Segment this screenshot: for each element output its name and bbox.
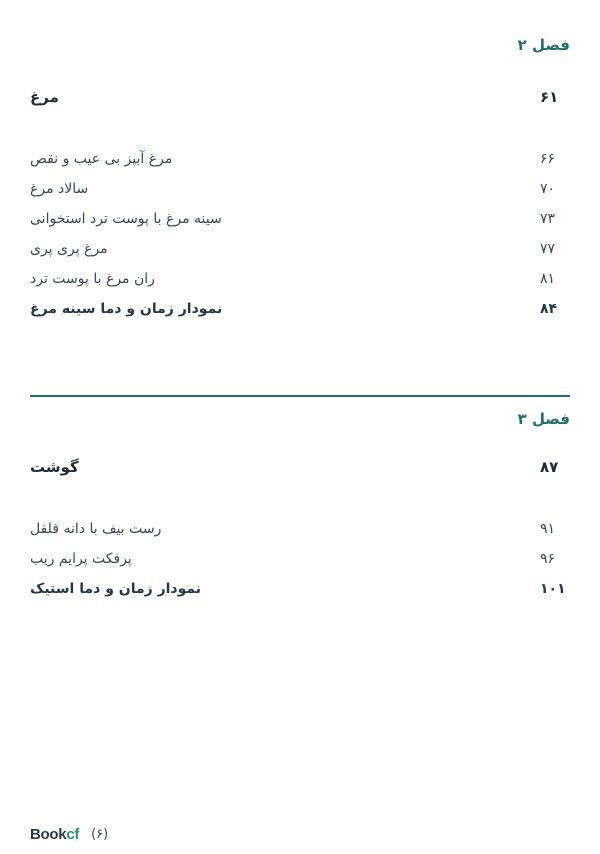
- entry-title: سینه مرغ با پوست ترد استخوانی: [30, 211, 222, 227]
- entry-title: نمودار زمان و دما سینه مرغ: [30, 301, 223, 317]
- entry-page-number: ۶۶: [540, 151, 556, 167]
- toc-entry[interactable]: [30, 267, 570, 291]
- page-footer: [30, 826, 108, 843]
- section-title: مرغ: [30, 88, 59, 106]
- entry-title: مرغ آبپز بی عیب و نقص: [30, 151, 173, 167]
- logo-text: Book: [30, 826, 67, 843]
- chapter-divider: [30, 395, 570, 397]
- toc-section-row[interactable]: [30, 455, 570, 479]
- entry-page-number: ۱۰۱: [540, 581, 566, 597]
- toc-entry[interactable]: [30, 577, 570, 601]
- toc-entry[interactable]: [30, 207, 570, 231]
- entry-page-number: ۹۶: [540, 551, 556, 567]
- section-page-number: ۸۷: [540, 458, 559, 476]
- entry-title: رست بیف با دانه فلفل: [30, 521, 162, 537]
- entry-page-number: ۷۳: [540, 211, 556, 227]
- entry-title: پرفکت پرایم ریب: [30, 551, 132, 567]
- toc-entry[interactable]: [30, 177, 570, 201]
- section-page-number: ۶۱: [540, 88, 559, 106]
- toc-entry[interactable]: [30, 547, 570, 571]
- logo-accent-text: cf: [66, 826, 80, 843]
- toc-section-row[interactable]: [30, 85, 570, 109]
- entry-page-number: ۸۱: [540, 271, 556, 287]
- chapter-label: فصل ۲: [517, 36, 570, 54]
- entry-page-number: ۷۰: [540, 181, 556, 197]
- entry-page-number: ۸۴: [540, 301, 558, 317]
- section-title: گوشت: [30, 458, 79, 476]
- entry-title: ران مرغ با پوست ترد: [30, 271, 155, 287]
- entry-page-number: ۹۱: [540, 521, 556, 537]
- toc-entry[interactable]: [30, 147, 570, 171]
- entry-page-number: ۷۷: [540, 241, 556, 257]
- entry-title: نمودار زمان و دما استیک: [30, 581, 202, 597]
- entry-title: مرغ پری پری: [30, 241, 108, 257]
- chapter-label: فصل ۳: [517, 410, 570, 428]
- bookcf-logo: [30, 826, 79, 843]
- footer-page-number: (۶): [91, 827, 109, 842]
- toc-entry[interactable]: [30, 297, 570, 321]
- toc-entry[interactable]: [30, 237, 570, 261]
- entry-title: سالاد مرغ: [30, 181, 89, 197]
- toc-entry[interactable]: [30, 517, 570, 541]
